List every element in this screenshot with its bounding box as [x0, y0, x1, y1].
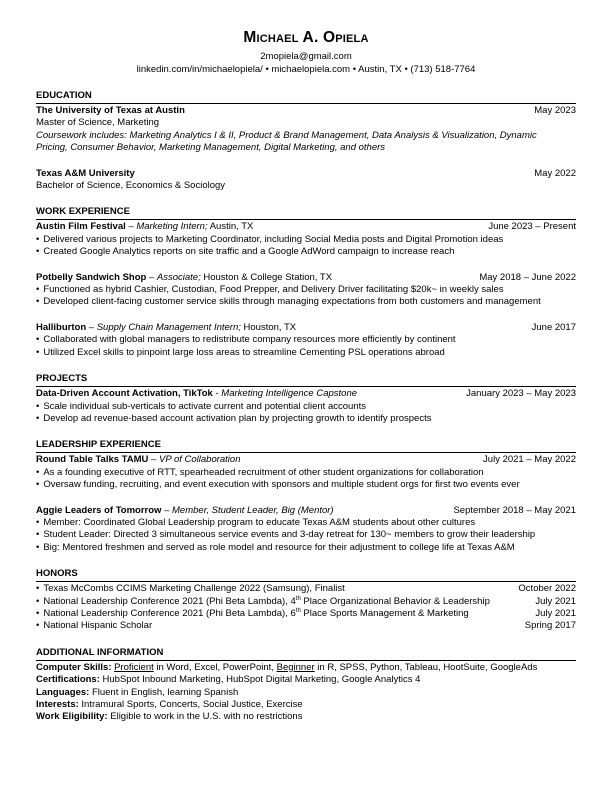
separator: – — [161, 504, 173, 516]
entry-date: June 2017 — [531, 321, 576, 333]
role: Supply Chain Management Intern; — [96, 321, 241, 333]
info-label: Certifications: — [36, 674, 100, 686]
info-value: Intramural Sports, Concerts, Social Justice, Exercise — [78, 699, 303, 710]
separator: – — [146, 271, 157, 283]
honor-text: Place Organizational Behavior & Leadership — [300, 595, 490, 607]
leadership-entry — [36, 505, 576, 555]
bullet-item: • Scale individual sub-verticals to activate current and potential client accounts — [36, 401, 576, 413]
honor-date: July 2021 — [535, 595, 576, 607]
skill-level: Proficient — [114, 661, 154, 673]
bullet-item: • Develop ad revenue-based account activation plan by projecting growth to identify prospects — [36, 413, 576, 425]
honor-text: National Leadership Conference 2021 (Phi Beta Lambda), 4 — [43, 595, 296, 607]
additional-section — [36, 647, 576, 724]
work-entry — [36, 322, 576, 359]
honor-text: Texas McCombs CCIMS Marketing Challenge 2022 (Samsung), Finalist — [43, 583, 345, 595]
section-title: EDUCATION — [36, 90, 576, 104]
work-entry — [36, 272, 576, 309]
role: VP of Collaboration — [158, 454, 241, 466]
separator: - — [212, 388, 222, 400]
coursework-line: Pricing, Consumer Behavior, Marketing Management, Digital Marketing, and others — [36, 142, 386, 154]
degree: Bachelor of Science, Economics & Sociology — [36, 180, 226, 192]
bullet-item: • Created Google Analytics reports on site traffic and a Google AdWord campaign to increase reach — [36, 246, 576, 258]
location: Houston, TX — [240, 321, 297, 333]
honor-text: National Leadership Conference 2021 (Phi Beta Lambda), 6 — [43, 607, 296, 619]
degree: Master of Science, Marketing — [36, 117, 160, 129]
separator: – — [86, 321, 97, 333]
org-name: Data-Driven Account Activation, TikTok — [36, 388, 213, 400]
entry-date: May 2018 – June 2022 — [479, 271, 576, 283]
org-name: Round Table Talks TAMU — [36, 454, 149, 466]
honor-date: July 2021 — [535, 607, 576, 619]
work-section — [36, 206, 576, 359]
honor-date: October 2022 — [518, 583, 576, 595]
school-name: The University of Texas at Austin — [36, 105, 185, 116]
bullet-item: • As a founding executive of RTT, spearheaded recruitment of other student organizations for collaboration — [36, 467, 576, 479]
resume-name: Michael A. Opiela — [243, 29, 369, 46]
work-entry — [36, 221, 576, 258]
school-name: Texas A&M University — [36, 167, 135, 179]
entry-date: September 2018 – May 2021 — [453, 504, 576, 516]
bullet-item: • Functioned as hybrid Cashier, Custodian, Food Prepper, and Delivery Driver facilitating $20k~ in weekly sales — [36, 284, 576, 296]
org-name: Austin Film Festival — [36, 221, 126, 233]
separator: – — [125, 221, 137, 233]
section-title: LEADERSHIP EXPERIENCE — [36, 439, 576, 453]
honor-item — [36, 620, 576, 632]
computer-skills-line — [36, 662, 576, 674]
contact-line: linkedin.com/in/michaelopiela/ • michaelopiela.com • Austin, TX • (713) 518-7764 — [136, 64, 476, 75]
honor-item — [36, 583, 576, 595]
info-value: Eligible to work in the U.S. with no restrictions — [107, 711, 303, 723]
interests-line — [36, 699, 576, 711]
role: Member, Student Leader, Big (Mentor) — [172, 504, 334, 516]
honor-item — [36, 596, 576, 608]
bullet-item: • Oversaw funding, recruiting, and event execution with sponsors and multiple student orgs for first two events ever — [36, 479, 576, 491]
honor-text: National Hispanic Scholar — [43, 620, 153, 632]
bullet-item: • Utilized Excel skills to pinpoint large loss areas to streamline Cementing PSL operations abroad — [36, 347, 576, 359]
bullet-item: • Collaborated with global managers to redistribute company resources more efficiently by continent — [36, 334, 576, 346]
org-name: Aggie Leaders of Tomorrow — [36, 504, 162, 516]
entry-date: July 2021 – May 2022 — [483, 454, 576, 466]
info-value: in Word, Excel, PowerPoint, — [153, 661, 277, 673]
bullet-item: • Student Leader: Directed 3 simultaneous service events and 3-day retreat for 130~ members to grow their leadership — [36, 529, 576, 541]
honor-date: Spring 2017 — [524, 620, 576, 632]
ordinal-suffix: th — [295, 595, 301, 602]
role: Marketing Intelligence Capstone — [221, 388, 358, 400]
section-title: WORK EXPERIENCE — [36, 206, 576, 220]
bullet-item: • Developed client-facing customer service skills through managing expectations from both customers and management — [36, 296, 576, 308]
project-entry — [36, 388, 576, 425]
info-label: Computer Skills: — [36, 661, 112, 673]
leadership-section — [36, 439, 576, 554]
org-name: Potbelly Sandwich Shop — [36, 271, 147, 283]
coursework-line: Coursework includes: Marketing Analytics I & II, Product & Brand Management, Data Analysis & Visualization, Dynamic — [36, 129, 537, 141]
separator: – — [148, 454, 159, 466]
education-entry — [36, 105, 576, 155]
section-title: HONORS — [36, 568, 576, 582]
projects-section — [36, 373, 576, 425]
honors-section — [36, 568, 576, 633]
info-label: Work Eligibility: — [36, 711, 108, 723]
entry-date: May 2022 — [534, 167, 576, 179]
honor-item — [36, 608, 576, 620]
certifications-line — [36, 674, 576, 686]
resume-page — [36, 28, 576, 724]
entry-date: January 2023 – May 2023 — [466, 388, 576, 400]
role: Marketing Intern; — [136, 221, 208, 233]
contact-email: 2mopiela@gmail.com — [260, 51, 352, 62]
info-label: Interests: — [36, 699, 79, 710]
languages-line — [36, 687, 576, 699]
work-eligibility-line — [36, 711, 576, 723]
location: Houston & College Station, TX — [200, 271, 333, 283]
info-value: in R, SPSS, Python, Tableau, HootSuite, GoogleAds — [314, 661, 538, 673]
education-entry — [36, 168, 576, 193]
info-label: Languages: — [36, 686, 90, 698]
section-title: ADDITIONAL INFORMATION — [36, 647, 576, 661]
section-title: PROJECTS — [36, 373, 576, 387]
bullet-item: • Delivered various projects to Marketing Coordinator, including Social Media posts and Digital Promotion ideas — [36, 234, 576, 246]
education-section — [36, 90, 576, 192]
role: Associate; — [156, 271, 201, 283]
honor-text: Place Sports Management & Marketing — [300, 607, 469, 619]
leadership-entry — [36, 454, 576, 491]
bullet-item: • Big: Mentored freshmen and served as role model and resource for their adjustment to college life at Texas A&M — [36, 542, 576, 554]
bullet-item: • Member: Coordinated Global Leadership program to educate Texas A&M students about other cultures — [36, 517, 576, 529]
entry-date: June 2023 – Present — [488, 221, 576, 233]
info-value: HubSpot Inbound Marketing, HubSpot Digital Marketing, Google Analytics 4 — [99, 674, 421, 686]
entry-date: May 2023 — [534, 105, 576, 116]
skill-level: Beginner — [276, 661, 315, 673]
org-name: Halliburton — [36, 321, 87, 333]
location: Austin, TX — [207, 221, 254, 233]
info-value: Fluent in English, learning Spanish — [89, 686, 239, 698]
ordinal-suffix: th — [295, 607, 301, 614]
